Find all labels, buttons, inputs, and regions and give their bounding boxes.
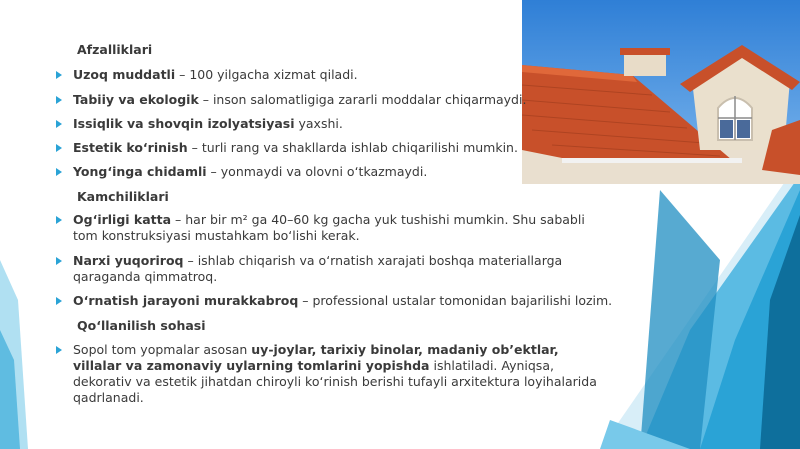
list-item: Og‘irligi katta – har bir m² ga 40–60 kg gacha yuk tushishi mumkin. Shu sababli tom konstruksiyasi mustahkam bo‘lishi kerak. (56, 212, 611, 244)
bullet-icon (56, 71, 62, 79)
bullet-icon (56, 120, 62, 128)
bullet-icon (56, 144, 62, 152)
list-item: Estetik ko‘rinish – turli rang va shakllarda ishlab chiqarilishi mumkin. (56, 140, 616, 156)
disadvantages-heading: Kamchiliklari (77, 189, 169, 204)
bullet-icon (56, 96, 62, 104)
bullet-icon (56, 257, 62, 265)
bullet-icon (56, 297, 62, 305)
list-item: Issiqlik va shovqin izolyatsiyasi yaxshi. (56, 116, 616, 132)
list-item: Narxi yuqoriroq – ishlab chiqarish va o‘rnatish xarajati boshqa materiallarga qaraganda qimmatroq. (56, 253, 571, 285)
list-item: Sopol tom yopmalar asosan uy-joylar, tarixiy binolar, madaniy ob’ektlar, villalar va zamonaviy uylarning tomlarini yopishda ishlatiladi. Ayniqsa, dekorativ va estetik jihatdan chiroyli ko‘rinish berishi tufayli arxitektura loyihalarida qadrlanadi. (56, 342, 601, 406)
bullet-icon (56, 168, 62, 176)
list-item: O‘rnatish jarayoni murakkabroq – professional ustalar tomonidan bajarilishi lozim. (56, 293, 646, 309)
bullet-icon (56, 216, 62, 224)
bullet-icon (56, 346, 62, 354)
list-item: Uzoq muddatli – 100 yilgacha xizmat qiladi. (56, 67, 616, 83)
list-item: Yong‘inga chidamli – yonmaydi va olovni o‘tkazmaydi. (56, 164, 616, 180)
usage-heading: Qo‘llanilish sohasi (77, 318, 206, 333)
advantages-heading: Afzalliklari (77, 42, 153, 57)
list-item: Tabiiy va ekologik – inson salomatligiga zararli moddalar chiqarmaydi. (56, 92, 616, 108)
